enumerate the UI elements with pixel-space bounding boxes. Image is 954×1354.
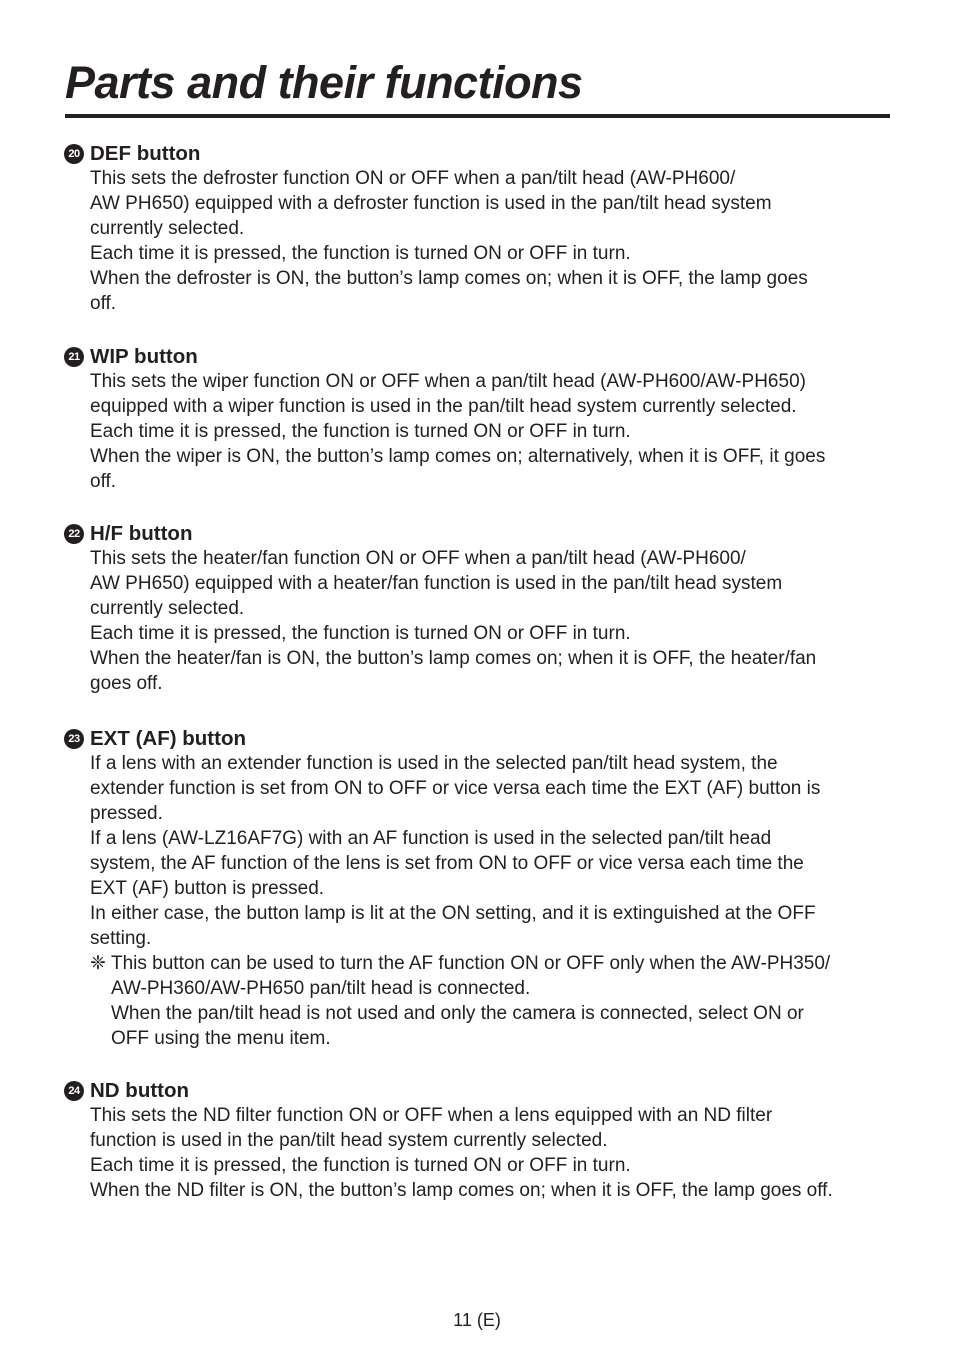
section-title: H/F button	[90, 522, 193, 545]
section-heading	[64, 727, 894, 751]
page-title: Parts and their functions	[65, 57, 583, 108]
section-nd-button	[64, 1079, 894, 1203]
circled-number-23: 23	[64, 729, 84, 749]
paragraph-line: currently selected.	[90, 218, 245, 239]
paragraph-line: Each time it is pressed, the function is turned ON or OFF in turn.	[90, 421, 631, 442]
note	[90, 951, 894, 1051]
paragraph-line: If a lens (AW-LZ16AF7G) with an AF function is used in the selected pan/tilt head	[90, 828, 772, 849]
paragraph-line: Each time it is pressed, the function is turned ON or OFF in turn.	[90, 623, 631, 644]
paragraph-line: off.	[90, 293, 117, 314]
section-heading	[64, 345, 894, 369]
note-line: This button can be used to turn the AF function ON or OFF only when the AW-PH350/	[111, 953, 831, 974]
section-heading	[64, 142, 894, 166]
paragraph-line: This sets the defroster function ON or OFF when a pan/tilt head (AW-PH600/	[90, 168, 736, 189]
paragraph-line: This sets the heater/fan function ON or OFF when a pan/tilt head (AW-PH600/	[90, 548, 746, 569]
section-title: DEF button	[90, 142, 201, 165]
paragraph-line: pressed.	[90, 803, 163, 824]
title-rule	[65, 114, 890, 118]
paragraph-line: When the heater/fan is ON, the button’s lamp comes on; when it is OFF, the heater/fan	[90, 648, 817, 669]
paragraph-line: When the ND filter is ON, the button’s lamp comes on; when it is OFF, the lamp goes off.	[90, 1180, 833, 1201]
circled-number-21: 21	[64, 347, 84, 367]
note-line: AW-PH360/AW-PH650 pan/tilt head is connected.	[111, 978, 531, 999]
paragraph-line: currently selected.	[90, 598, 245, 619]
paragraph-line: AW PH650) equipped with a defroster function is used in the pan/tilt head system	[90, 193, 772, 214]
paragraph-line: This sets the wiper function ON or OFF when a pan/tilt head (AW-PH600/AW-PH650)	[90, 371, 806, 392]
section-title: EXT (AF) button	[90, 727, 246, 750]
paragraph-line: function is used in the pan/tilt head system currently selected.	[90, 1130, 608, 1151]
paragraph-line: EXT (AF) button is pressed.	[90, 878, 325, 899]
paragraph-line: In either case, the button lamp is lit at the ON setting, and it is extinguished at the OFF	[90, 903, 816, 924]
paragraph-line: When the defroster is ON, the button’s lamp comes on; when it is OFF, the lamp goes	[90, 268, 808, 289]
paragraph-line: Each time it is pressed, the function is turned ON or OFF in turn.	[90, 243, 631, 264]
section-title: WIP button	[90, 345, 198, 368]
section-heading	[64, 522, 894, 546]
section-hf-button	[64, 522, 894, 696]
note-body	[111, 951, 830, 1051]
circled-number-20: 20	[64, 144, 84, 164]
section-heading	[64, 1079, 894, 1103]
circled-number-24: 24	[64, 1081, 84, 1101]
paragraph-line: Each time it is pressed, the function is turned ON or OFF in turn.	[90, 1155, 631, 1176]
paragraph-line: off.	[90, 471, 117, 492]
paragraph-line: This sets the ND filter function ON or OFF when a lens equipped with an ND filter	[90, 1105, 773, 1126]
paragraph-line: extender function is set from ON to OFF or vice versa each time the EXT (AF) button is	[90, 778, 821, 799]
section-ext-af-button	[64, 727, 894, 1051]
note-asterisk-icon: ❈	[90, 953, 106, 974]
note-line: OFF using the menu item.	[111, 1028, 331, 1049]
paragraph-line: goes off.	[90, 673, 163, 694]
note-line: When the pan/tilt head is not used and only the camera is connected, select ON or	[111, 1003, 804, 1024]
paragraph-line: AW PH650) equipped with a heater/fan function is used in the pan/tilt head system	[90, 573, 783, 594]
circled-number-22: 22	[64, 524, 84, 544]
paragraph-line: If a lens with an extender function is used in the selected pan/tilt head system, the	[90, 753, 778, 774]
section-wip-button	[64, 345, 894, 494]
section-title: ND button	[90, 1079, 190, 1102]
paragraph-line: equipped with a wiper function is used in the pan/tilt head system currently selected.	[90, 396, 797, 417]
page-number: 11 (E)	[453, 1310, 501, 1330]
paragraph-line: system, the AF function of the lens is set from ON to OFF or vice versa each time the	[90, 853, 804, 874]
paragraph-line: When the wiper is ON, the button’s lamp comes on; alternatively, when it is OFF, it goes	[90, 446, 826, 467]
section-def-button	[64, 142, 894, 316]
paragraph-line: setting.	[90, 928, 152, 949]
